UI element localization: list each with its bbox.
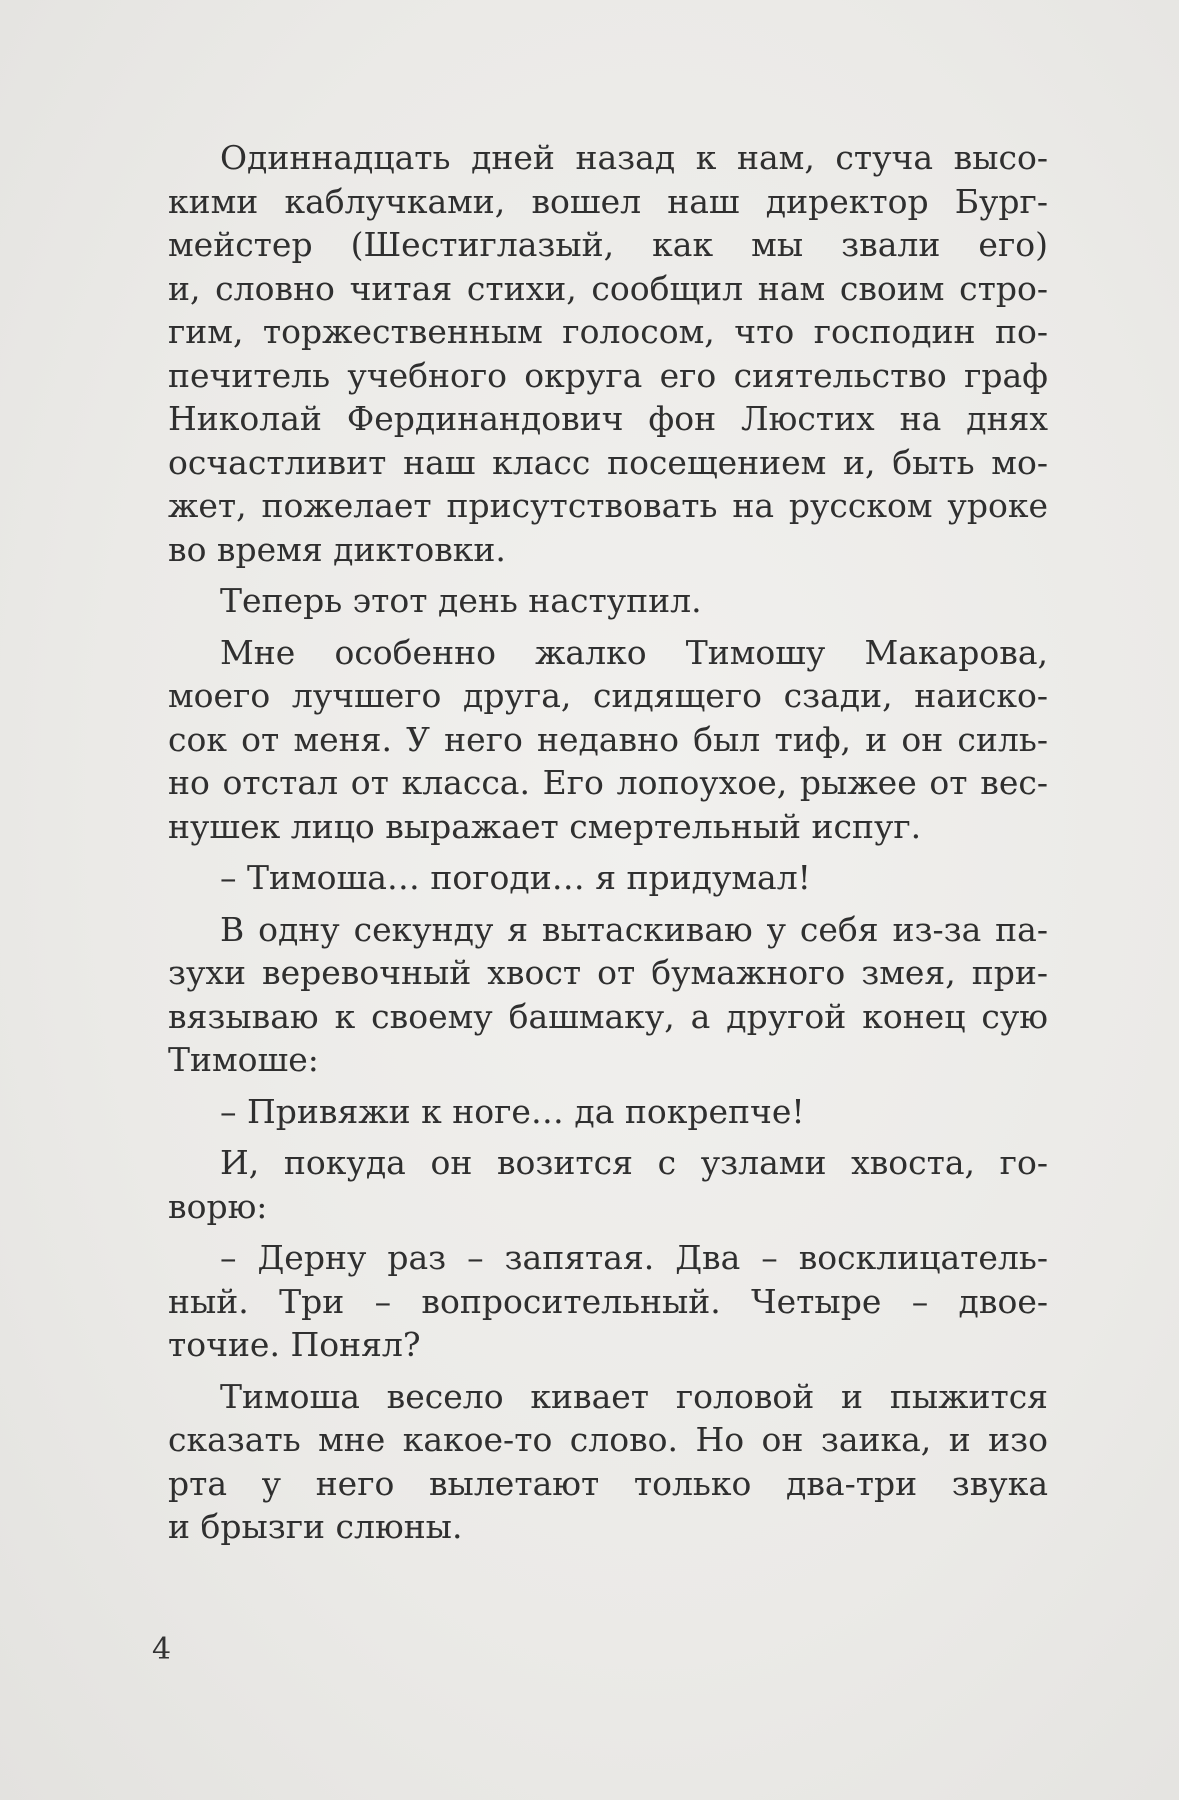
text-line: нушек лицо выражает смертельный испуг. <box>168 806 922 846</box>
text-line: мейстер (Шестиглазый, как мы звали его) <box>168 225 1048 264</box>
paragraph <box>168 631 1048 849</box>
text-line: но отстал от класса. Его лопоухое, рыжее от вес- <box>168 763 1048 802</box>
paragraph <box>168 1141 1048 1228</box>
text-line: моего лучшего друга, сидящего сзади, наиско- <box>168 676 1048 715</box>
text-line: рта у него вылетают только два-три звука <box>168 1463 1048 1503</box>
text-line: точие. Понял? <box>168 1325 421 1364</box>
text-line: кими каблучками, вошел наш директор Бург- <box>168 181 1048 221</box>
paragraph <box>168 856 1048 900</box>
text-line: сказать мне какое-то слово. Но он заика, и изо <box>168 1420 1048 1459</box>
text-line: В одну секунду я вытаскиваю у себя из-за па- <box>220 909 1048 949</box>
paragraph <box>168 1236 1048 1367</box>
text-line: и брызги слюны. <box>168 1507 463 1546</box>
body-text <box>168 136 1048 1557</box>
text-line: Одиннадцать дней назад к нам, стуча высо- <box>220 138 1048 177</box>
paragraph <box>168 1090 1048 1134</box>
text-line: гим, торжественным голосом, что господин по- <box>168 312 1048 351</box>
paragraph <box>168 136 1048 571</box>
text-line: и, словно читая стихи, сообщил нам своим стро- <box>168 268 1048 308</box>
text-line: Тимоша весело кивает головой и пыжится <box>220 1376 1048 1416</box>
text-line: жет, пожелает присутствовать на русском уроке <box>168 486 1048 525</box>
page-number: 4 <box>152 1632 172 1667</box>
text-line: Мне особенно жалко Тимошу Макарова, <box>220 632 1048 672</box>
text-line: И, покуда он возится с узлами хвоста, го- <box>220 1143 1048 1182</box>
paragraph <box>168 1375 1048 1549</box>
text-line: осчастливит наш класс посещением и, быть мо- <box>168 442 1048 482</box>
text-line: Теперь этот день наступил. <box>220 581 702 620</box>
text-line: – Тимоша… погоди… я придумал! <box>220 858 811 897</box>
paragraph <box>168 579 1048 623</box>
text-line: ворю: <box>168 1186 268 1226</box>
text-line: – Дерну раз – запятая. Два – восклицатель- <box>220 1238 1048 1277</box>
text-line: во время диктовки. <box>168 529 506 569</box>
paragraph <box>168 908 1048 1082</box>
text-line: ный. Три – вопросительный. Четыре – двое- <box>168 1281 1048 1321</box>
text-line: Тимоше: <box>168 1040 319 1079</box>
text-line: вязываю к своему башмаку, а другой конец сую <box>168 996 1048 1036</box>
text-line: печитель учебного округа его сиятельство граф <box>168 355 1048 395</box>
text-line: сок от меня. У него недавно был тиф, и он силь- <box>168 719 1048 759</box>
text-line: зухи веревочный хвост от бумажного змея, при- <box>168 953 1048 992</box>
text-line: – Привяжи к ноге… да покрепче! <box>220 1091 805 1131</box>
text-line: Николай Фердинандович фон Люстих на днях <box>168 399 1048 438</box>
